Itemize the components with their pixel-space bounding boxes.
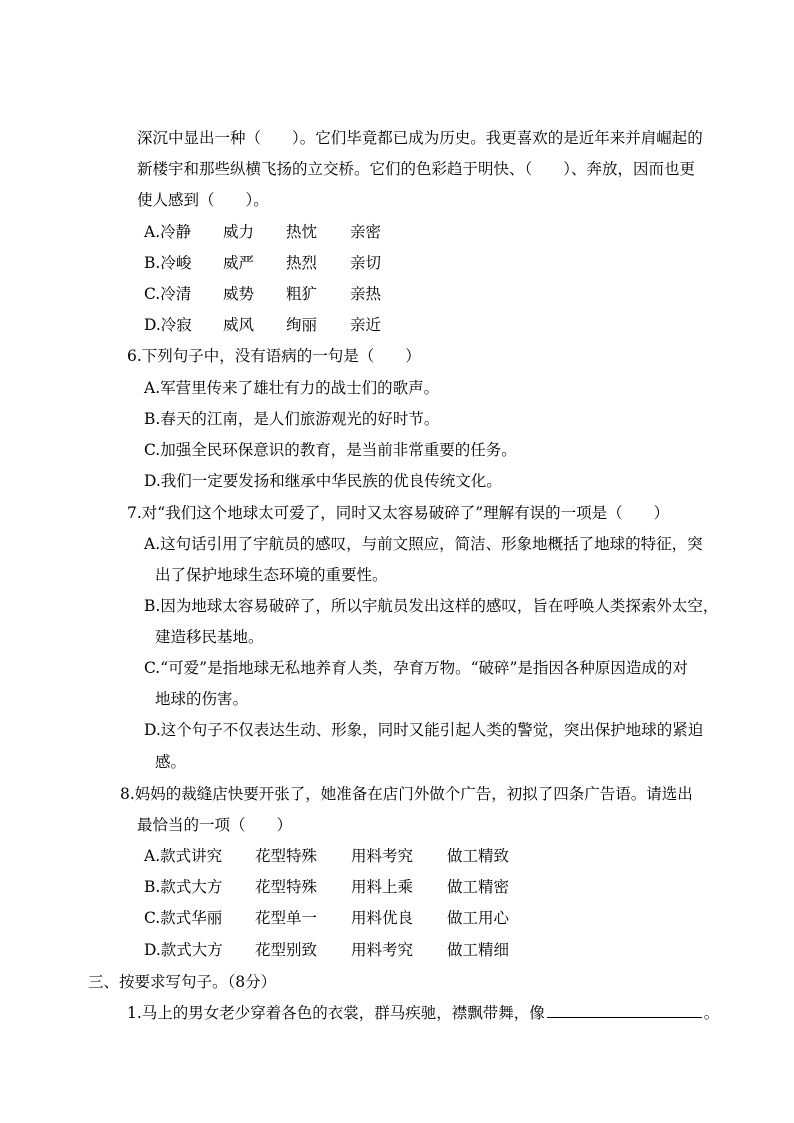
q5-option-b-word-1: B.冷峻 — [144, 254, 192, 272]
q6-stem: 6.下列句子中，没有语病的一句是（ ） — [127, 347, 421, 365]
q8-option-a-phrase-1: A.款式讲究 — [144, 847, 223, 865]
q7-option-c-line-1: C.“可爱”是指地球无私地养育人类，孕育万物。“破碎”是指因各种原因造成的对 — [144, 659, 688, 677]
q5-option-a-word-1: A.冷静 — [144, 223, 192, 241]
q5-option-d-word-4: 亲近 — [350, 316, 382, 334]
q8-option-c-phrase-2: 花型单一 — [255, 909, 318, 927]
q6-option-b: B.春天的江南，是人们旅游观光的好时节。 — [144, 410, 440, 428]
q7-stem: 7.对“我们这个地球太可爱了，同时又太容易破碎了”理解有误的一项是（ ） — [127, 504, 670, 522]
q8-option-d-phrase-2: 花型别致 — [255, 941, 318, 959]
section-3-question-1-end: 。 — [703, 1004, 720, 1022]
q5-option-b-word-2: 威严 — [223, 254, 255, 272]
q7-option-b-line-2: 建造移民基地。 — [155, 628, 264, 646]
q5-option-c-word-4: 亲热 — [350, 285, 382, 303]
q8-option-b-phrase-3: 用料上乘 — [351, 878, 414, 896]
q5-option-a-word-3: 热忱 — [286, 223, 318, 241]
section-3-question-1-text: 1.马上的男女老少穿着各色的衣裳，群马疾驰，襟飘带舞，像 — [127, 1004, 545, 1022]
q7-option-d-line-1: D.这个句子不仅表达生动、形象，同时又能引起人类的警觉，突出保护地球的紧迫 — [144, 721, 704, 739]
passage-line-3: 使人感到（ ）。 — [137, 191, 269, 209]
q8-option-b-phrase-1: B.款式大方 — [144, 878, 223, 896]
q8-option-a-phrase-3: 用料考究 — [351, 847, 414, 865]
q5-option-c-word-2: 威势 — [223, 285, 255, 303]
q5-option-d-word-2: 威风 — [223, 316, 255, 334]
answer-blank[interactable] — [547, 1003, 702, 1018]
q5-option-d-word-3: 绚丽 — [286, 316, 318, 334]
q6-option-d: D.我们一定要发扬和继承中华民族的优良传统文化。 — [144, 472, 502, 490]
q8-option-d-phrase-3: 用料考究 — [351, 941, 414, 959]
q7-option-a-line-2: 出了保护地球生态环境的重要性。 — [155, 566, 388, 584]
q8-option-a-phrase-4: 做工精致 — [447, 847, 510, 865]
q7-option-b-line-1: B.因为地球太容易破碎了，所以宇航员发出这样的感叹，旨在呼唤人类探索外太空， — [144, 597, 719, 615]
q7-option-c-line-2: 地球的伤害。 — [155, 690, 249, 708]
q8-option-a-phrase-2: 花型特殊 — [255, 847, 318, 865]
section-3-question-1 — [127, 1003, 719, 1023]
q8-option-b-phrase-4: 做工精密 — [447, 878, 510, 896]
q8-stem-line-2: 最恰当的一项（ ） — [137, 816, 293, 834]
passage-line-2: 新楼宇和那些纵横飞扬的立交桥。它们的色彩趋于明快、（ ）、奔放，因而也更 — [137, 160, 696, 178]
q5-option-a-word-4: 亲密 — [350, 223, 382, 241]
q5-option-c-word-3: 粗犷 — [286, 285, 318, 303]
passage-line-1: 深沉中显出一种（ ）。它们毕竟都已成为历史。我更喜欢的是近年来并肩崛起的 — [137, 129, 703, 147]
q8-stem-line-1: 8.妈妈的裁缝店快要开张了，她准备在店门外做个广告，初拟了四条广告语。请选出 — [120, 785, 693, 803]
q5-option-b-word-4: 亲切 — [350, 254, 382, 272]
q5-option-a-word-2: 威力 — [223, 223, 255, 241]
q7-option-d-line-2: 感。 — [155, 753, 187, 771]
q8-option-d-phrase-4: 做工精细 — [447, 941, 510, 959]
q8-option-c-phrase-1: C.款式华丽 — [144, 909, 223, 927]
q5-option-c-word-1: C.冷清 — [144, 285, 192, 303]
q8-option-d-phrase-1: D.款式大方 — [144, 941, 223, 959]
q8-option-c-phrase-3: 用料优良 — [351, 909, 414, 927]
q5-option-d-word-1: D.冷寂 — [144, 316, 192, 334]
q6-option-a: A.军营里传来了雄壮有力的战士们的歌声。 — [144, 379, 440, 397]
q5-option-b-word-3: 热烈 — [286, 254, 318, 272]
q6-option-c: C.加强全民环保意识的教育，是当前非常重要的任务。 — [144, 441, 517, 459]
section-3-heading: 三、按要求写句子。（8分） — [88, 973, 277, 991]
q8-option-b-phrase-2: 花型特殊 — [255, 878, 318, 896]
q7-option-a-line-1: A.这句话引用了宇航员的感叹，与前文照应，简洁、形象地概括了地球的特征，突 — [144, 535, 703, 553]
q8-option-c-phrase-4: 做工用心 — [447, 909, 510, 927]
